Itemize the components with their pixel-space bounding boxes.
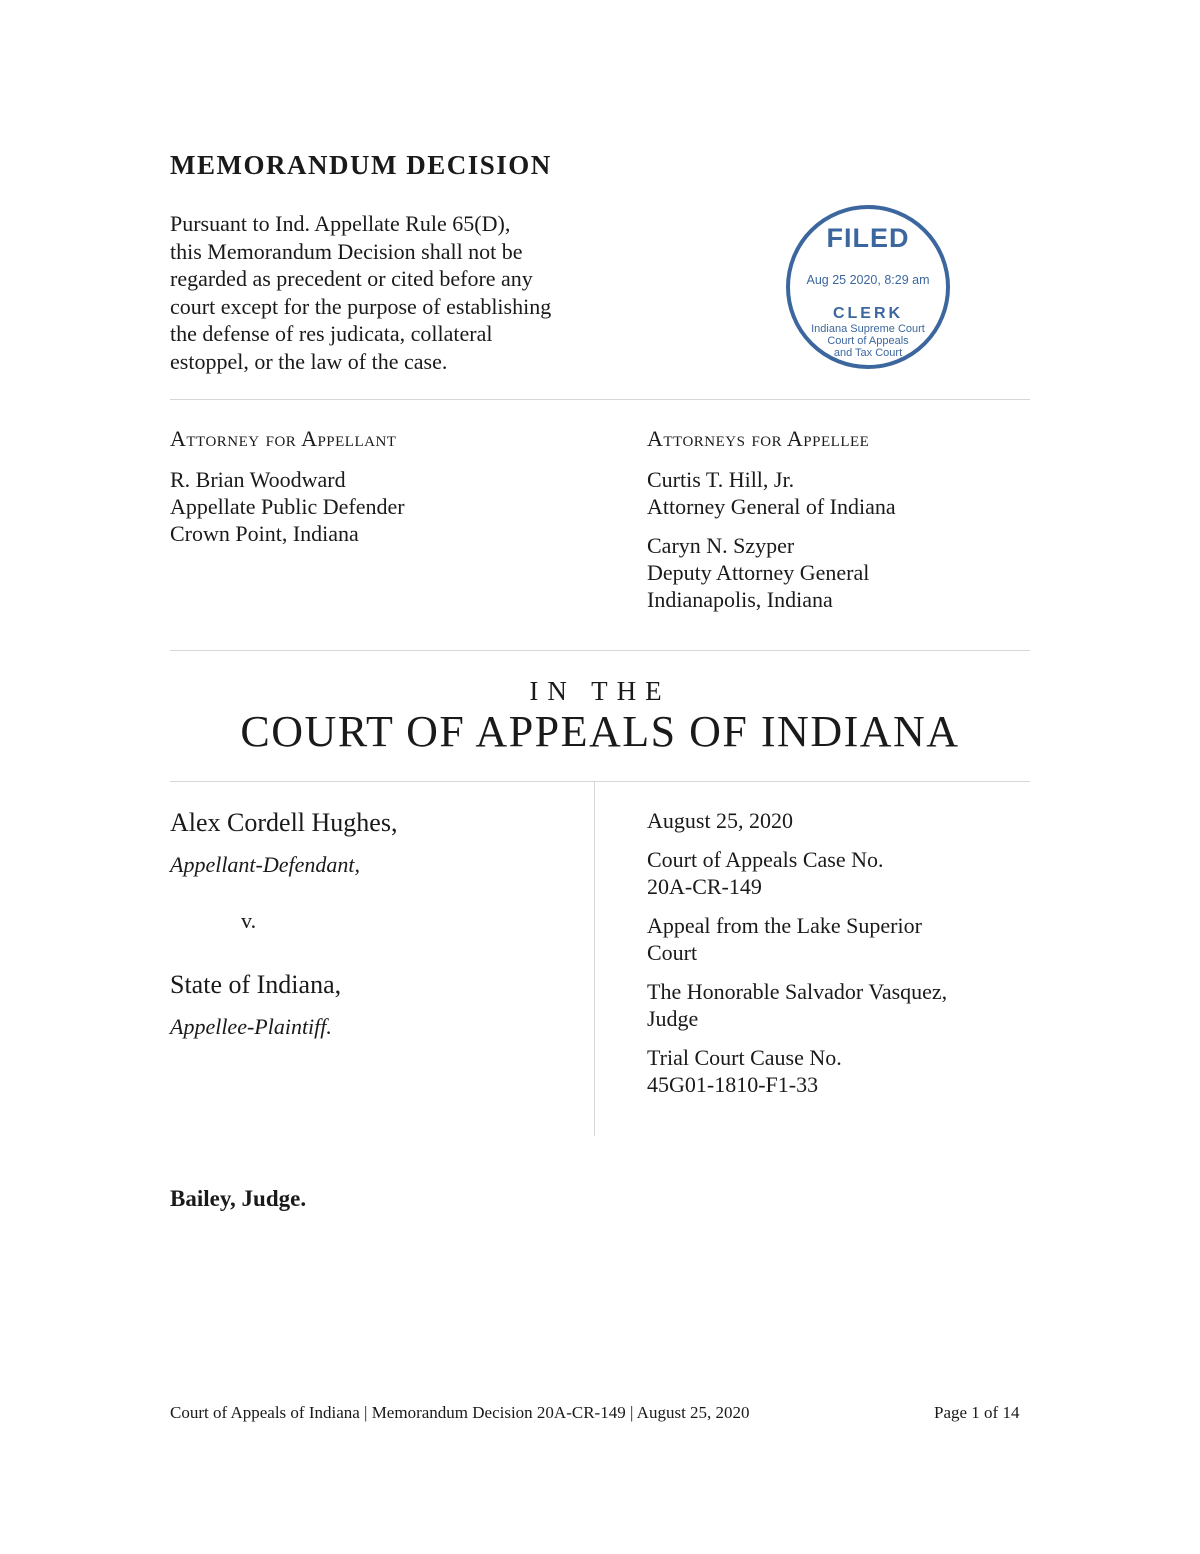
case-info-line: Judge bbox=[647, 1006, 699, 1031]
attorney-line: Attorney General of Indiana bbox=[647, 494, 896, 519]
attorney-line: Indianapolis, Indiana bbox=[647, 587, 833, 612]
case-info-line: Trial Court Cause No. bbox=[647, 1045, 842, 1070]
opinion-author: Bailey, Judge. bbox=[170, 1186, 307, 1211]
stamp-org-line: Indiana Supreme Court bbox=[811, 323, 925, 335]
attorney-line: Deputy Attorney General bbox=[647, 560, 870, 585]
page-footer: Court of Appeals of Indiana | Memorandum Decision 20A-CR-149 | August 25, 2020 bbox=[170, 1403, 750, 1422]
appellant-attorney-block bbox=[170, 466, 405, 547]
case-info-line: Court of Appeals Case No. bbox=[647, 847, 884, 872]
versus-label: v. bbox=[241, 908, 257, 933]
decision-date: August 25, 2020 bbox=[647, 808, 794, 833]
appellee-attorney-group-1 bbox=[647, 466, 896, 520]
case-info-line: 20A-CR-149 bbox=[647, 874, 762, 899]
notice-line: court except for the purpose of establishing bbox=[170, 293, 552, 319]
divider bbox=[170, 781, 1030, 782]
attorney-line: Crown Point, Indiana bbox=[170, 521, 359, 546]
attorney-line: Curtis T. Hill, Jr. bbox=[647, 467, 795, 492]
page-number: Page 1 of 14 bbox=[934, 1403, 1020, 1422]
stamp-org-line: Court of Appeals bbox=[827, 335, 909, 347]
stamp-clerk-label: CLERK bbox=[832, 305, 904, 322]
appellee-attorneys-heading: Attorneys for Appellee bbox=[647, 426, 870, 451]
appellee-attorney-group-2 bbox=[647, 532, 869, 613]
case-info-line: Court bbox=[647, 940, 698, 965]
notice-line: the defense of res judicata, collateral bbox=[170, 321, 493, 346]
court-name: COURT OF APPEALS OF INDIANA bbox=[240, 707, 960, 756]
column-divider bbox=[594, 782, 595, 1136]
notice-line: Pursuant to Ind. Appellate Rule 65(D), bbox=[170, 211, 511, 236]
court-intro: IN THE bbox=[529, 676, 671, 706]
trial-cause-number bbox=[647, 1044, 842, 1098]
divider bbox=[170, 399, 1030, 400]
stamp-filed-label: FILED bbox=[826, 223, 910, 253]
notice-line: this Memorandum Decision shall not be bbox=[170, 238, 523, 264]
case-number bbox=[647, 846, 883, 900]
case-info-line: 45G01-1810-F1-33 bbox=[647, 1072, 819, 1097]
appellee-name: State of Indiana, bbox=[170, 970, 342, 999]
notice-line: regarded as precedent or cited before any bbox=[170, 266, 533, 291]
filed-stamp bbox=[786, 205, 950, 369]
attorney-line: Caryn N. Szyper bbox=[647, 533, 795, 558]
stamp-date: Aug 25 2020, 8:29 am bbox=[806, 273, 930, 287]
case-info-line: Appeal from the Lake Superior bbox=[647, 913, 922, 938]
case-info-line: The Honorable Salvador Vasquez, bbox=[647, 979, 948, 1004]
precedent-notice bbox=[170, 210, 630, 375]
document-title: MEMORANDUM DECISION bbox=[170, 150, 552, 180]
appellant-name: Alex Cordell Hughes, bbox=[170, 808, 398, 837]
attorney-line: Appellate Public Defender bbox=[170, 494, 405, 519]
divider bbox=[170, 650, 1030, 651]
appellee-role: Appellee-Plaintiff. bbox=[170, 1014, 332, 1039]
attorney-line: R. Brian Woodward bbox=[170, 467, 346, 492]
stamp-organization bbox=[790, 323, 946, 359]
stamp-org-line: and Tax Court bbox=[833, 347, 903, 359]
notice-line: estoppel, or the law of the case. bbox=[170, 348, 448, 374]
appellant-attorney-heading: Attorney for Appellant bbox=[170, 426, 397, 451]
appeal-from bbox=[647, 912, 922, 966]
trial-judge bbox=[647, 978, 947, 1032]
appellant-role: Appellant-Defendant, bbox=[170, 852, 361, 877]
